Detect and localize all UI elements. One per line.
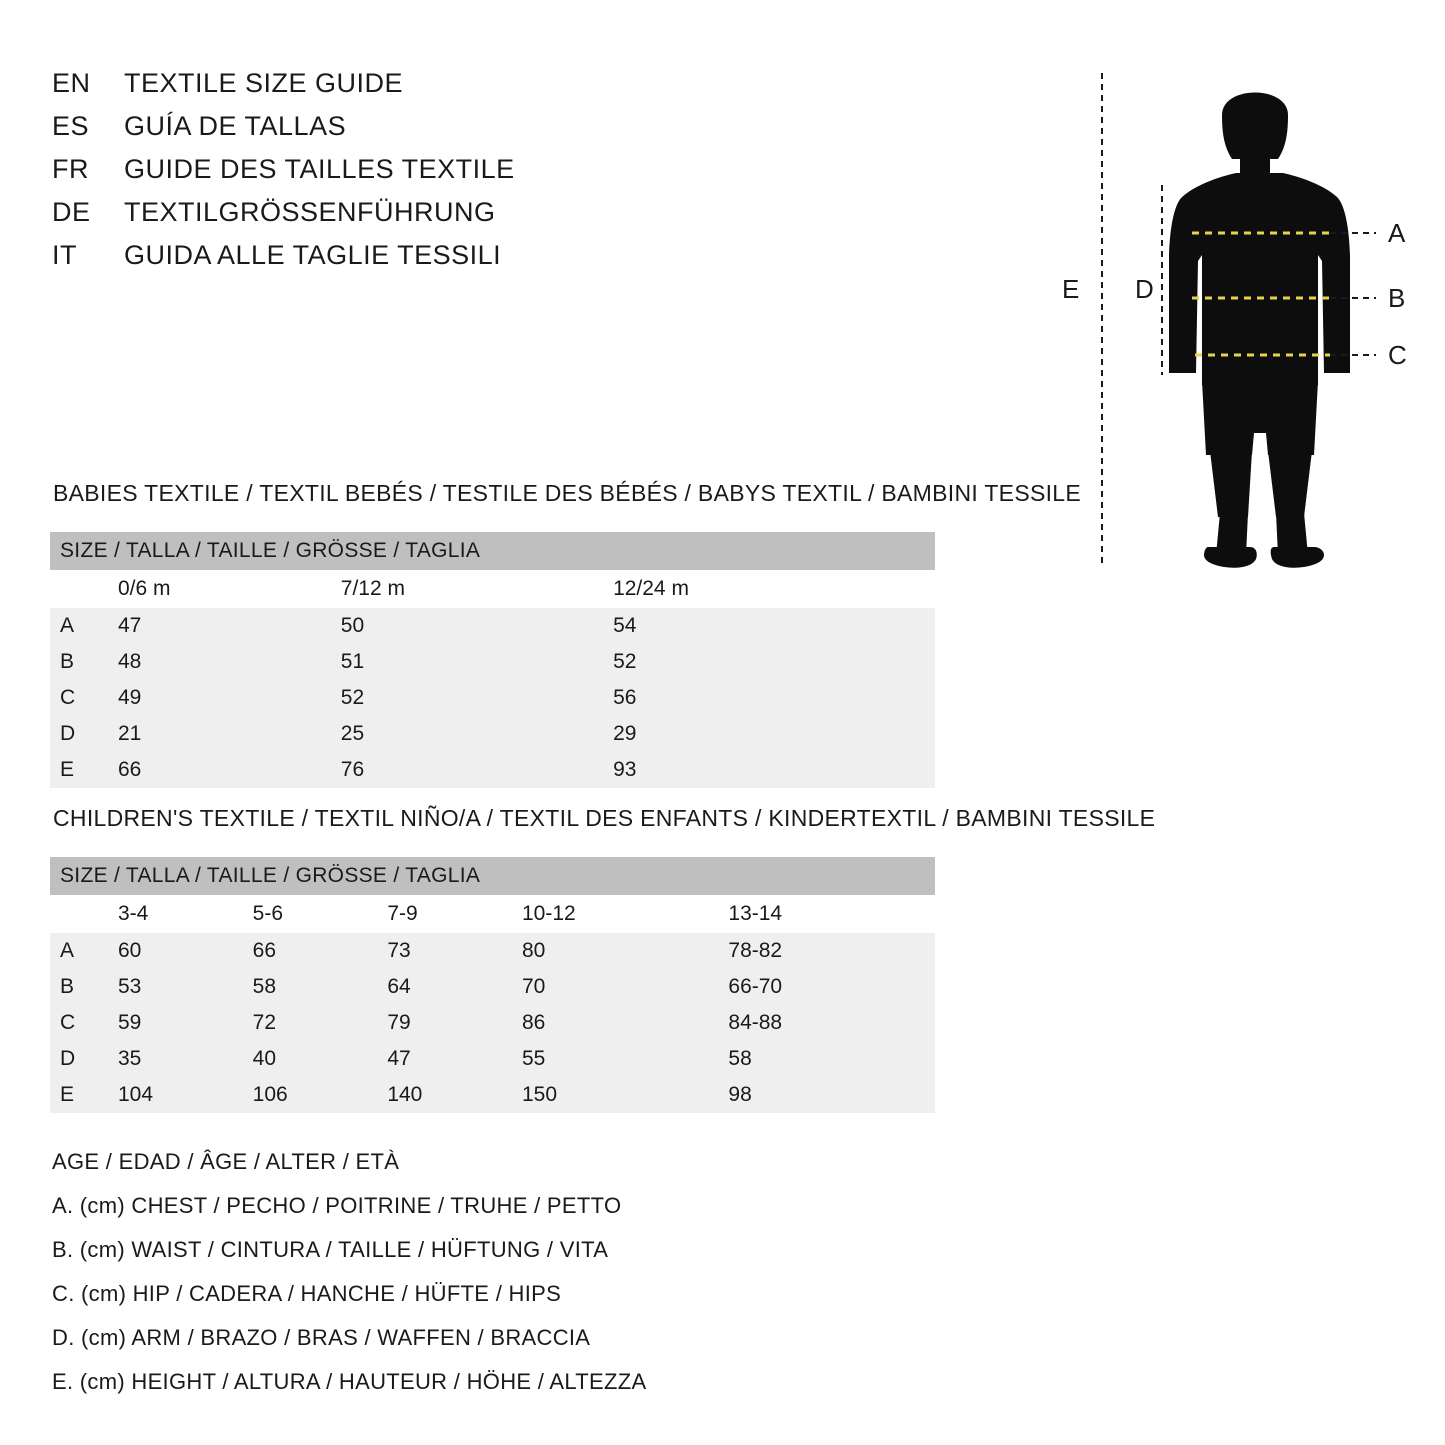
legend-line: AGE / EDAD / ÂGE / ALTER / ETÀ	[52, 1149, 400, 1174]
table-row	[50, 1005, 935, 1041]
cell-value: 76	[341, 752, 613, 788]
cell-value: 78-82	[728, 933, 935, 969]
cell-value: 47	[118, 608, 341, 644]
cell-value: 40	[253, 1041, 388, 1077]
cell-value: 106	[253, 1077, 388, 1113]
column-header: 12/24 m	[613, 570, 935, 608]
table-row	[50, 608, 935, 644]
row-label: A	[50, 608, 118, 644]
cell-value: 51	[341, 644, 613, 680]
cell-value: 52	[613, 644, 935, 680]
table-row	[50, 933, 935, 969]
cell-value: 140	[387, 1077, 522, 1113]
title-text: GUÍA DE TALLAS	[124, 111, 347, 141]
cell-value: 104	[118, 1077, 253, 1113]
children-section-heading: CHILDREN'S TEXTILE / TEXTIL NIÑO/A / TEXTIL DES ENFANTS / KINDERTEXTIL / BAMBINI TESSILE	[53, 805, 1156, 831]
row-label: B	[50, 644, 118, 680]
title-row	[52, 111, 752, 154]
cell-value: 25	[341, 716, 613, 752]
table-row	[50, 969, 935, 1005]
title-text: GUIDE DES TAILLES TEXTILE	[124, 154, 515, 184]
legend-line: C. (cm) HIP / CADERA / HANCHE / HÜFTE / HIPS	[52, 1281, 562, 1306]
row-label: E	[50, 752, 118, 788]
title-row	[52, 197, 752, 240]
table-column-header-row	[50, 895, 935, 933]
table-column-header-row	[50, 570, 935, 608]
measurement-legend	[52, 1140, 952, 1404]
language-title-block	[52, 68, 752, 283]
label-e: E	[1062, 274, 1080, 304]
child-silhouette-icon	[1169, 93, 1350, 568]
cell-value: 79	[387, 1005, 522, 1041]
column-header: 3-4	[118, 895, 253, 933]
table-row	[50, 1041, 935, 1077]
babies-size-header: SIZE / TALLA / TAILLE / GRÖSSE / TAGLIA	[50, 532, 935, 570]
title-row	[52, 68, 752, 111]
legend-line: A. (cm) CHEST / PECHO / POITRINE / TRUHE / PETTO	[52, 1193, 622, 1218]
label-a: A	[1388, 218, 1406, 248]
cell-value: 84-88	[728, 1005, 935, 1041]
table-header-row	[50, 857, 935, 895]
empty-corner-cell	[50, 895, 118, 933]
legend-line: D. (cm) ARM / BRAZO / BRAS / WAFFEN / BRACCIA	[52, 1325, 591, 1350]
cell-value: 58	[253, 969, 388, 1005]
table-row	[50, 1077, 935, 1113]
cell-value: 86	[522, 1005, 728, 1041]
language-code: FR	[52, 154, 89, 184]
cell-value: 29	[613, 716, 935, 752]
row-label: E	[50, 1077, 118, 1113]
cell-value: 52	[341, 680, 613, 716]
cell-value: 50	[341, 608, 613, 644]
cell-value: 47	[387, 1041, 522, 1077]
label-c: C	[1388, 340, 1407, 370]
column-header: 0/6 m	[118, 570, 341, 608]
language-code: ES	[52, 111, 90, 141]
row-label: B	[50, 969, 118, 1005]
column-header: 7-9	[387, 895, 522, 933]
cell-value: 80	[522, 933, 728, 969]
cell-value: 66	[253, 933, 388, 969]
cell-value: 60	[118, 933, 253, 969]
cell-value: 72	[253, 1005, 388, 1041]
title-text: TEXTILE SIZE GUIDE	[124, 68, 404, 98]
language-code: EN	[52, 68, 91, 98]
cell-value: 73	[387, 933, 522, 969]
cell-value: 150	[522, 1077, 728, 1113]
cell-value: 98	[728, 1077, 935, 1113]
cell-value: 21	[118, 716, 341, 752]
table-row	[50, 716, 935, 752]
title-row	[52, 154, 752, 197]
cell-value: 35	[118, 1041, 253, 1077]
row-label: D	[50, 1041, 118, 1077]
cell-value: 58	[728, 1041, 935, 1077]
cell-value: 48	[118, 644, 341, 680]
title-row	[52, 240, 752, 283]
label-b: B	[1388, 283, 1406, 313]
babies-section-heading: BABIES TEXTILE / TEXTIL BEBÉS / TESTILE DES BÉBÉS / BABYS TEXTIL / BAMBINI TESSILE	[53, 480, 1082, 506]
title-text: GUIDA ALLE TAGLIE TESSILI	[124, 240, 502, 270]
legend-line: B. (cm) WAIST / CINTURA / TAILLE / HÜFTUNG / VITA	[52, 1237, 609, 1262]
cell-value: 64	[387, 969, 522, 1005]
row-label: C	[50, 680, 118, 716]
cell-value: 56	[613, 680, 935, 716]
cell-value: 66	[118, 752, 341, 788]
cell-value: 70	[522, 969, 728, 1005]
language-code: DE	[52, 197, 91, 227]
language-code: IT	[52, 240, 77, 270]
cell-value: 53	[118, 969, 253, 1005]
column-header: 5-6	[253, 895, 388, 933]
column-header: 10-12	[522, 895, 728, 933]
cell-value: 49	[118, 680, 341, 716]
cell-value: 59	[118, 1005, 253, 1041]
children-size-header: SIZE / TALLA / TAILLE / GRÖSSE / TAGLIA	[50, 857, 935, 895]
babies-size-table	[50, 532, 935, 788]
table-header-row	[50, 532, 935, 570]
cell-value: 54	[613, 608, 935, 644]
table-row	[50, 644, 935, 680]
legend-line: E. (cm) HEIGHT / ALTURA / HAUTEUR / HÖHE / ALTEZZA	[52, 1369, 647, 1394]
column-header: 13-14	[728, 895, 935, 933]
empty-corner-cell	[50, 570, 118, 608]
cell-value: 66-70	[728, 969, 935, 1005]
title-text: TEXTILGRÖSSENFÜHRUNG	[124, 197, 496, 227]
cell-value: 93	[613, 752, 935, 788]
measurement-figure	[1040, 55, 1430, 575]
row-label: A	[50, 933, 118, 969]
children-size-table	[50, 857, 935, 1113]
table-row	[50, 680, 935, 716]
table-row	[50, 752, 935, 788]
row-label: C	[50, 1005, 118, 1041]
row-label: D	[50, 716, 118, 752]
label-d: D	[1135, 274, 1154, 304]
column-header: 7/12 m	[341, 570, 613, 608]
cell-value: 55	[522, 1041, 728, 1077]
